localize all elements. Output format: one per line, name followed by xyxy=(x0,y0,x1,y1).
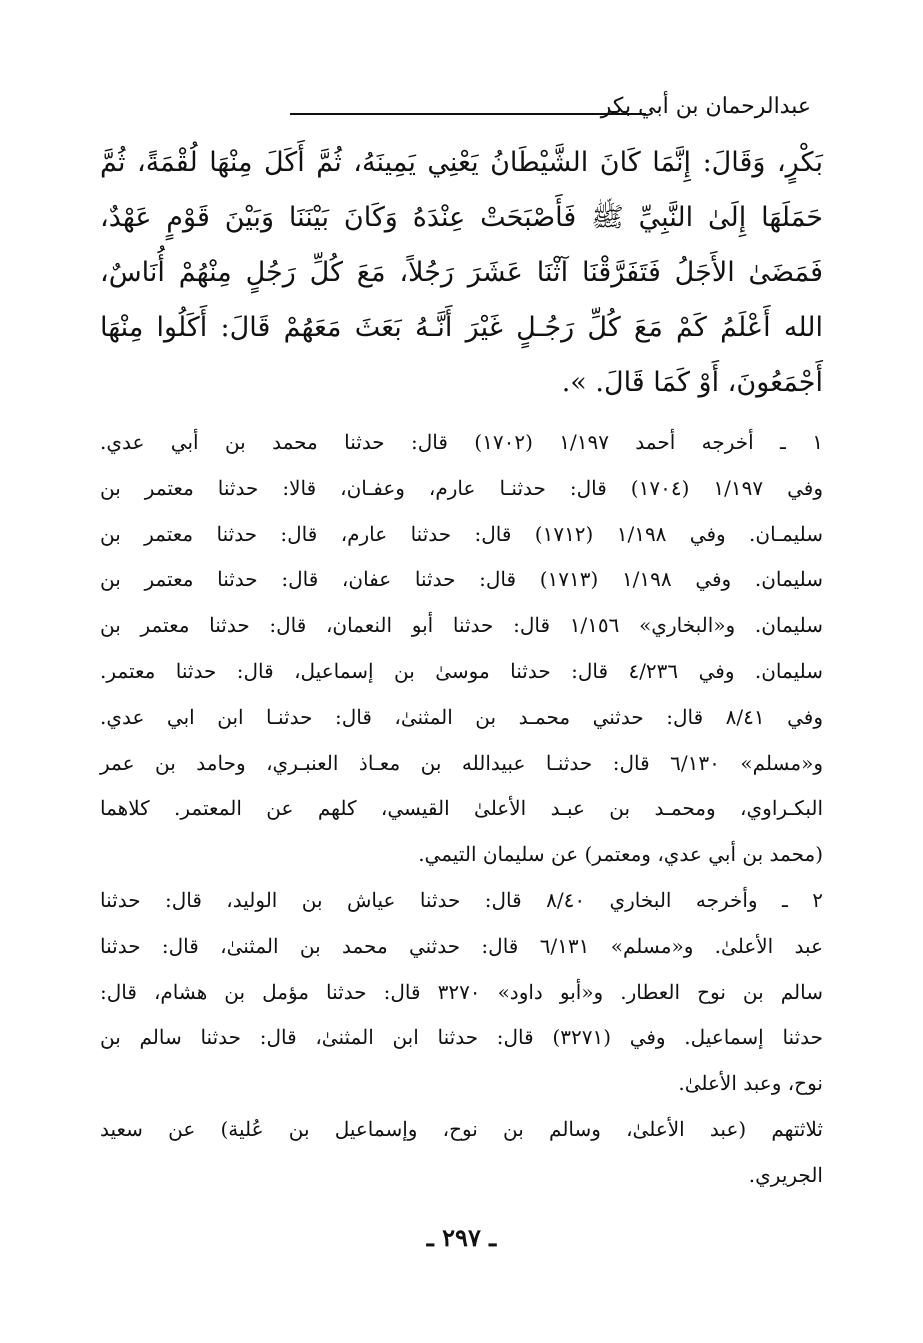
main-text-line: أَجْمَعُونَ، أَوْ كَمَا قَالَ. ». xyxy=(561,367,823,398)
main-text-line: حَمَلَهَا إِلَىٰ النَّبِيِّ ﷺ فَأَصْبَحَتْ عِنْدَهُ وَكَانَ بَيْنَنَا وَبَيْنَ قَوْمٍ عَهْدٌ، xyxy=(100,202,823,233)
page-number: ـ ٢٩٧ ـ xyxy=(426,1223,497,1252)
footnotes xyxy=(100,420,823,1199)
footnote-line: نوح، وعبد الأعلىٰ. xyxy=(678,1071,823,1096)
footnote-line: سالم بن نوح العطار. و«أبو داود» ٣٢٧٠ قال: حدثنا مؤمل بن هشام، قال: xyxy=(100,979,823,1004)
main-text xyxy=(100,135,823,410)
footnote-line: ثلاثتهم (عبد الأعلىٰ، وسالم بن نوح، وإسماعيل بن عُلية) عن سعيد xyxy=(100,1116,823,1141)
footnote-line: حدثنا إسماعيل. وفي (٣٢٧١) قال: حدثنا ابن المثنىٰ، قال: حدثنا سالم بن xyxy=(100,1025,823,1050)
footnote-line: ٢ ـ وأخرجه البخاري ٨/٤٠ قال: حدثنا عياش بن الوليد، قال: حدثنا xyxy=(100,887,823,912)
footnote-line: عبد الأعلىٰ. و«مسلم» ٦/١٣١ قال: حدثني محمد بن المثنىٰ، قال: حدثنا xyxy=(100,933,824,958)
footnote-line: وفي ٨/٤١ قال: حدثني محمـد بن المثنىٰ، قال: حدثنـا ابن ابي عدي. xyxy=(100,704,824,729)
main-text-line: بَكْرٍ، وَقَالَ: إِنَّمَا كَانَ الشَّيْطَانُ يَعْنِي يَمِينَهُ، ثُمَّ أَكَلَ مِنْهَا لُقْمَةً، ثُمَّ xyxy=(100,147,823,178)
footnote-line: سليمان. و«البخاري» ١/١٥٦ قال: حدثنا أبو النعمان، قال: حدثنا معتمر بن xyxy=(100,613,823,638)
footnote-line: و«مسلم» ٦/١٣٠ قال: حدثنـا عبيدالله بن معـاذ العنبـري، وحامد بن عمر xyxy=(100,750,823,775)
main-text-line: الله أَعْلَمُ كَمْ مَعَ كُلِّ رَجُـلٍ غَيْرَ أَنَّـهُ بَعَثَ مَعَهُمْ قَالَ: أَكَلُوا مِنْهَا xyxy=(100,312,823,343)
footnote-line: الجريري. xyxy=(748,1162,823,1187)
footnote-line: سليمان. وفي ١/١٩٨ (١٧١٣) قال: حدثنا عفان، قال: حدثنا معتمر بن xyxy=(100,567,823,592)
header-rule xyxy=(290,113,646,115)
footnote-line: البكـراوي، ومحمـد بن عبـد الأعلىٰ القيسي، كلهم عن المعتمر. كلاهما xyxy=(100,796,823,821)
running-title: عبدالرحمان بن أبي بكر xyxy=(600,94,811,119)
footnote-line: وفي ١/١٩٧ (١٧٠٤) قال: حدثنـا عارم، وعفـان، قالا: حدثنا معتمر بن xyxy=(100,475,823,500)
footnote-line: سليمـان. وفي ١/١٩٨ (١٧١٢) قال: حدثنا عارم، قال: حدثنا معتمر بن xyxy=(100,521,824,546)
footnote-line: (محمد بن أبي عدي، ومعتمر) عن سليمان التيمي. xyxy=(418,842,823,867)
main-text-line: فَمَضَىٰ الأَجَلُ فَتَفَرَّقْنَا آثْنَا عَشَرَ رَجُلاً، مَعَ كُلِّ رَجُلٍ مِنْهُمْ أُنَاسٌ، xyxy=(100,257,823,288)
footnote-line: ١ ـ أخرجه أحمد ١/١٩٧ (١٧٠٢) قال: حدثنا محمد بن أبي عدي. xyxy=(100,430,823,454)
footnote-line: سليمان. وفي ٤/٢٣٦ قال: حدثنا موسىٰ بن إسماعيل، قال: حدثنا معتمر. xyxy=(100,658,824,683)
